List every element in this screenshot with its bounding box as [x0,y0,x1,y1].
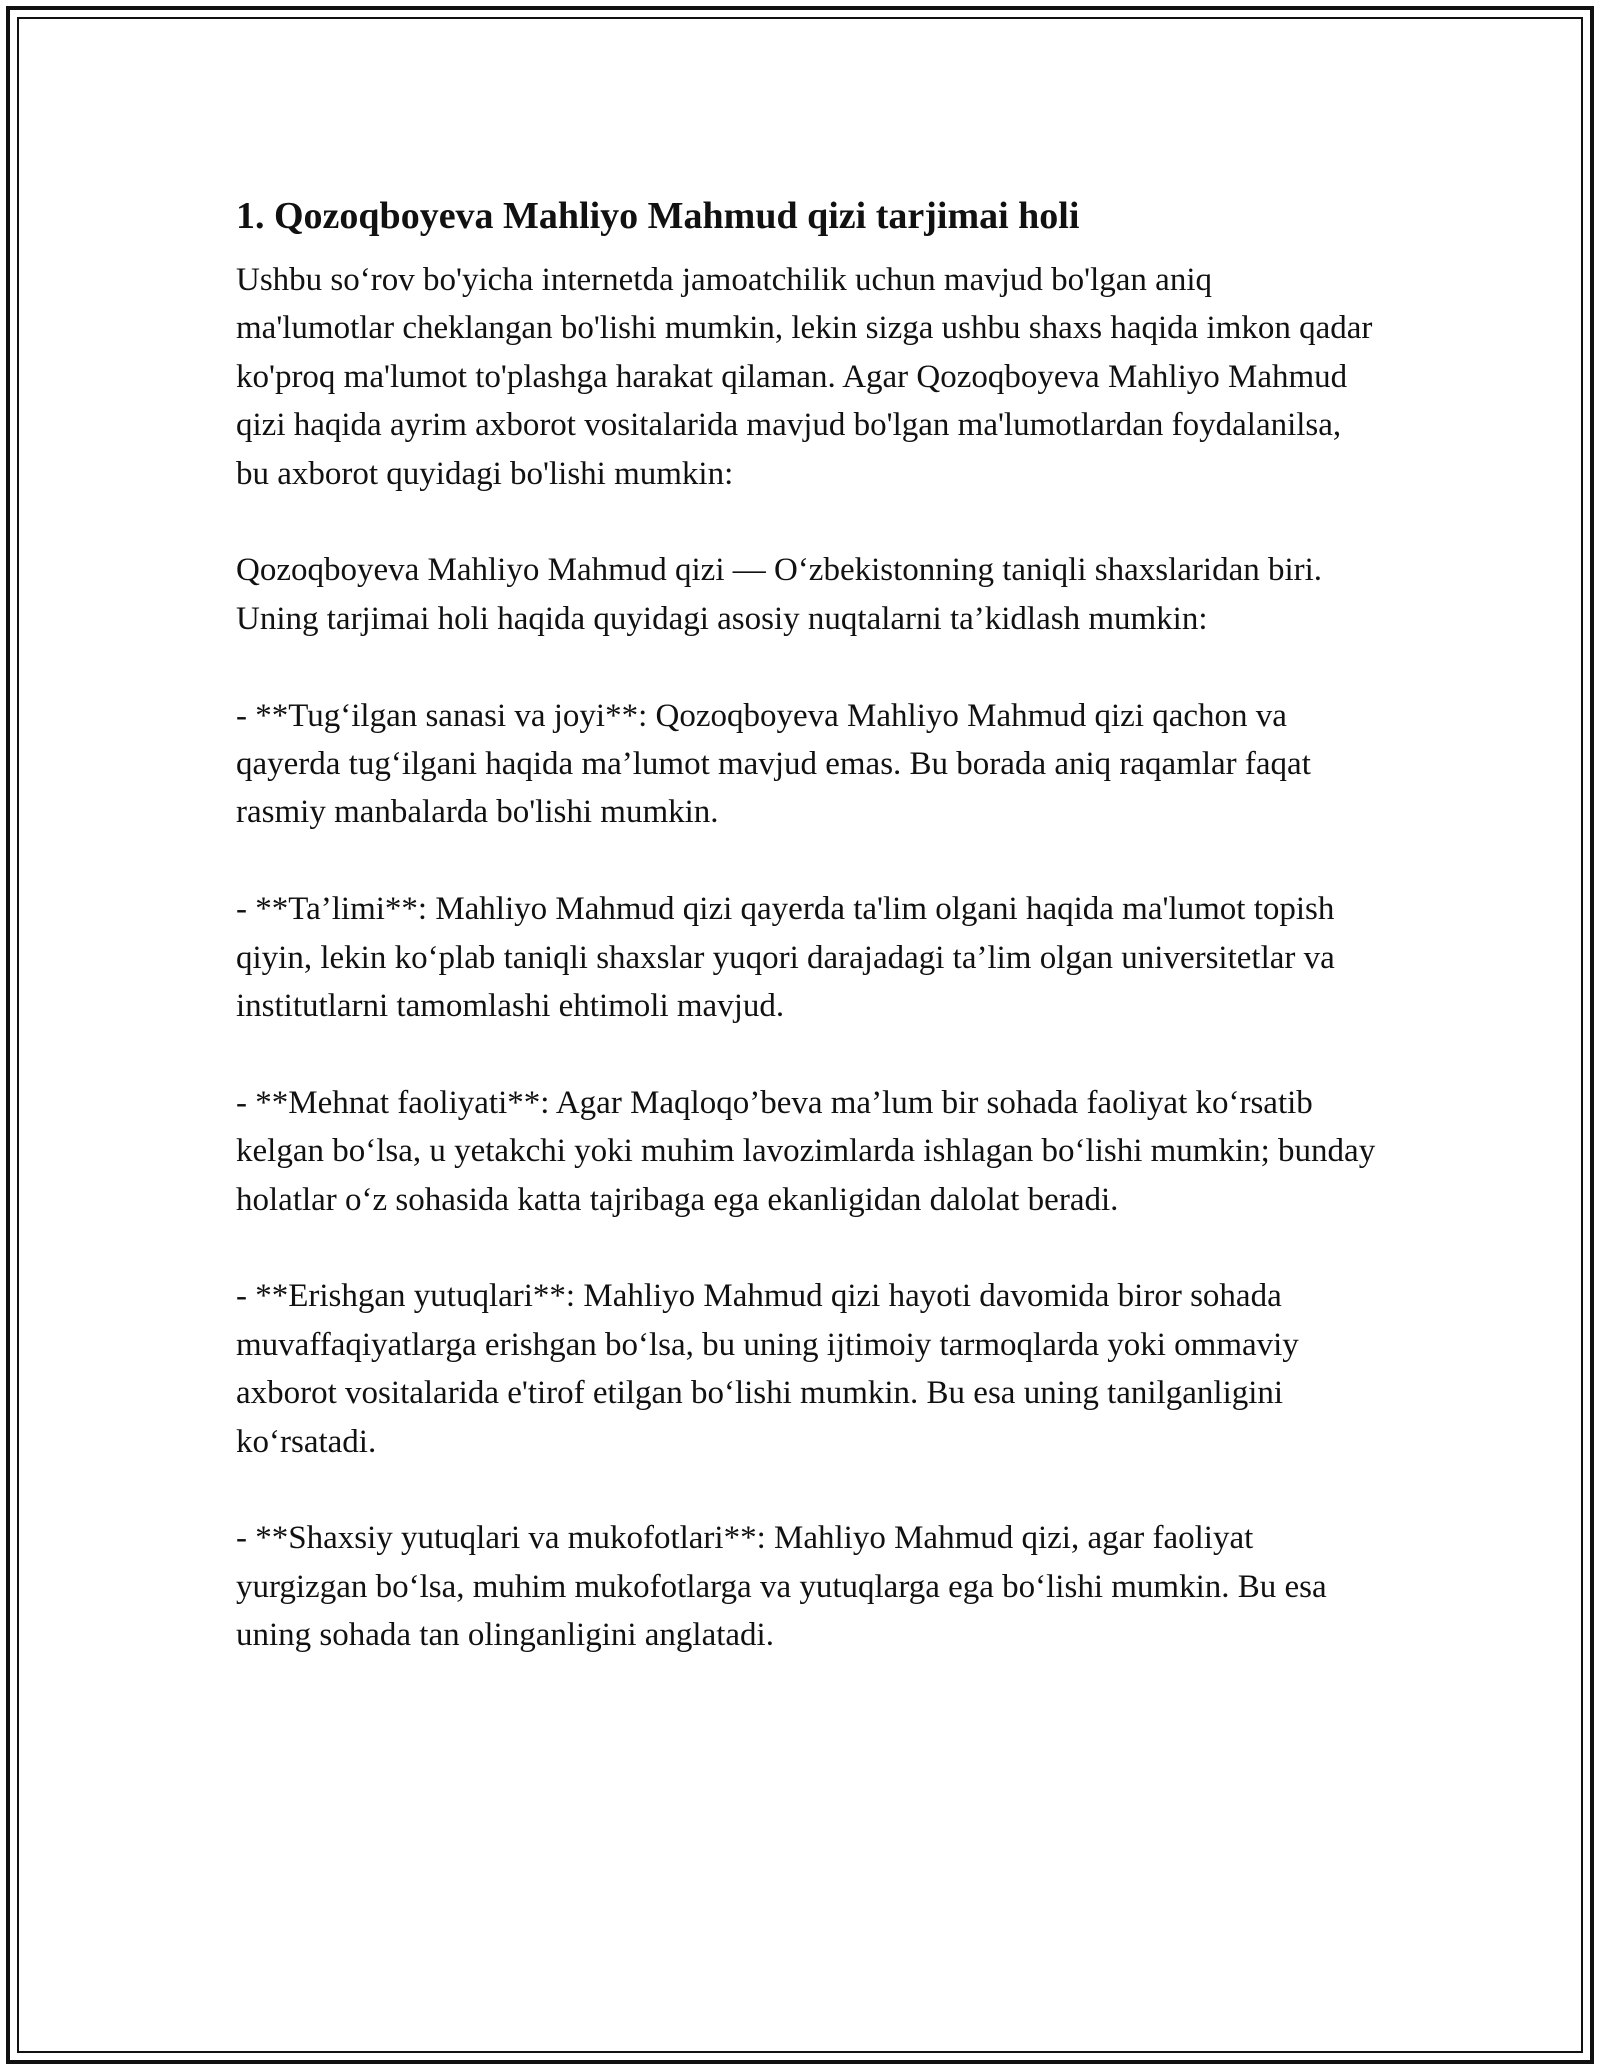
document-heading: 1. Qozoqboyeva Mahliyo Mahmud qizi tarjimai holi [236,195,1080,237]
career-paragraph: - **Mehnat faoliyati**: Agar Maqloqo’beva ma’lum bir sohada faoliyat ko‘rsatib kelgan bo‘lsa, u yetakchi yoki muhim lavozimlarda ishlagan bo‘lishi mumkin; bunday holatlar o‘z sohasida katta tajribaga ega ekanligidan dalolat beradi. [236,1084,1376,1218]
birth-info-paragraph: - **Tug‘ilgan sanasi va joyi**: Qozoqboyeva Mahliyo Mahmud qizi qachon va qayerda tug‘ilgani haqida ma’lumot mavjud emas. Bu borada aniq raqamlar faqat rasmiy manbalarda bo'lishi mumkin. [236,697,1311,831]
education-paragraph: - **Ta’limi**: Mahliyo Mahmud qizi qayerda ta'lim olgani haqida ma'lumot topish qiyin, lekin ko‘plab taniqli shaxslar yuqori darajadagi ta’lim olgan universitetlar va institutlarni tamomlashi ehtimoli mavjud. [236,891,1335,1025]
overview-paragraph: Qozoqboyeva Mahliyo Mahmud qizi — O‘zbekistonning taniqli shaxslaridan biri. Uning tarjimai holi haqida quyidagi asosiy nuqtalarni ta’kidlash mumkin: [236,552,1323,637]
awards-paragraph: - **Shaxsiy yutuqlari va mukofotlari**: Mahliyo Mahmud qizi, agar faoliyat yurgizgan bo‘lsa, muhim mukofotlarga va yutuqlarga ega bo‘lishi mumkin. Bu esa uning sohada tan olinganligini anglatadi. [236,1520,1327,1654]
achievements-paragraph: - **Erishgan yutuqlari**: Mahliyo Mahmud qizi hayoti davomida biror sohada muvaffaqiyatlarga erishgan bo‘lsa, bu uning ijtimoiy tarmoqlarda yoki ommaviy axborot vositalarida e'tirof etilgan bo‘lishi mumkin. Bu esa uning tanilganligini ko‘rsatadi. [236,1278,1299,1460]
intro-paragraph: Ushbu so‘rov bo'yicha internetda jamoatchilik uchun mavjud bo'lgan aniq ma'lumotlar cheklangan bo'lishi mumkin, lekin sizga ushbu shaxs haqida imkon qadar ko'proq ma'lumot to'plashga harakat qilaman. Agar Qozoqboyeva Mahliyo Mahmud qizi haqida ayrim axborot vositalarida mavjud bo'lgan ma'lumotlardan foydalanilsa, bu axborot quyidagi bo'lishi mumkin: [236,262,1373,492]
document-body [236,188,1376,1708]
